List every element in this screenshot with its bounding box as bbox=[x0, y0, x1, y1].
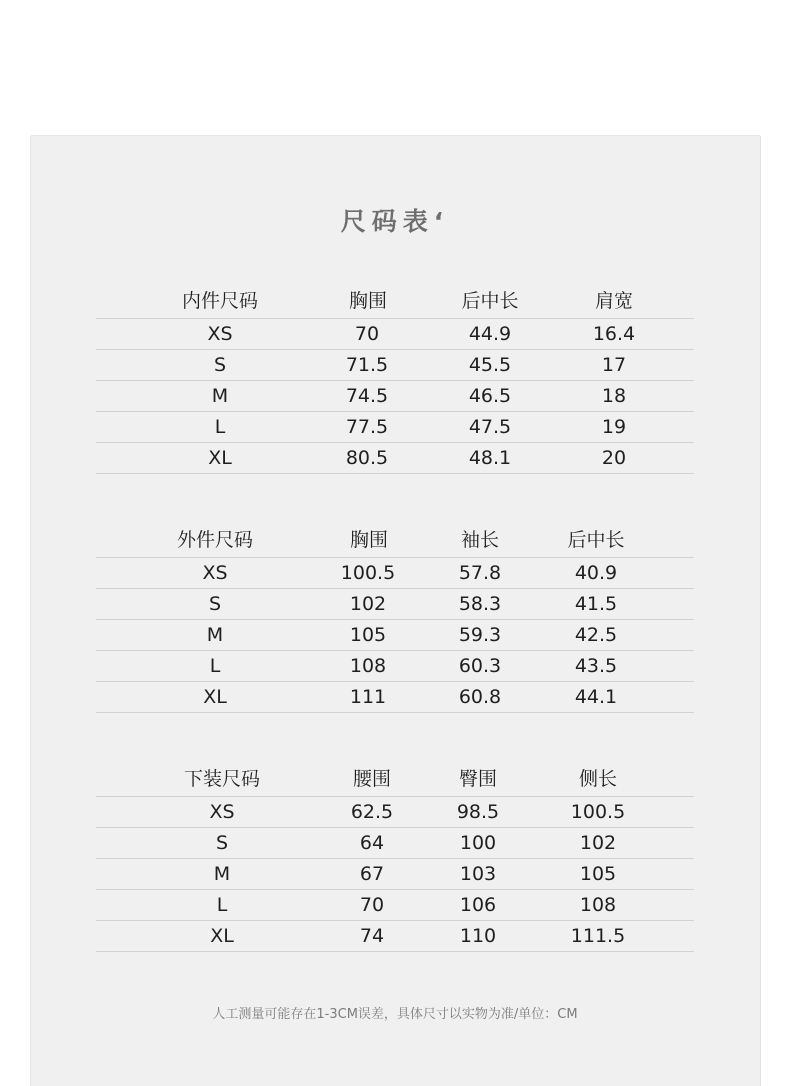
table-cell: 74.5 bbox=[345, 385, 389, 407]
header-cell: 外件尺码 bbox=[176, 529, 253, 551]
table-cell: 70 bbox=[354, 323, 380, 345]
header-cell: 胸围 bbox=[349, 529, 388, 551]
header-cell: 肩宽 bbox=[594, 290, 633, 312]
table-cell: 105 bbox=[349, 624, 387, 646]
table-cell: 77.5 bbox=[345, 416, 389, 438]
table-row bbox=[96, 620, 694, 651]
bottoms-size-table bbox=[96, 764, 694, 952]
table-cell: 64 bbox=[359, 832, 385, 854]
table-row bbox=[96, 319, 694, 350]
table-cell: 100.5 bbox=[570, 801, 626, 823]
table-cell: 108 bbox=[579, 894, 617, 916]
table-cell: L bbox=[216, 894, 228, 916]
inner-size-table bbox=[96, 286, 694, 474]
table-row bbox=[96, 350, 694, 381]
table-cell: XL bbox=[203, 686, 227, 708]
table-cell: 44.1 bbox=[574, 686, 618, 708]
table-row bbox=[96, 859, 694, 890]
outer-size-table bbox=[96, 525, 694, 713]
table-cell: 103 bbox=[459, 863, 497, 885]
table-cell: S bbox=[213, 354, 227, 376]
table-row bbox=[96, 682, 694, 713]
table-header-row bbox=[96, 525, 694, 558]
table-cell: 102 bbox=[579, 832, 617, 854]
table-cell: 110 bbox=[459, 925, 497, 947]
table-cell: 111 bbox=[349, 686, 387, 708]
table-cell: 16.4 bbox=[592, 323, 636, 345]
table-cell: 67 bbox=[359, 863, 385, 885]
table-cell: 108 bbox=[349, 655, 387, 677]
table-cell: 40.9 bbox=[574, 562, 618, 584]
table-row bbox=[96, 589, 694, 620]
table-cell: 59.3 bbox=[458, 624, 502, 646]
header-cell: 胸围 bbox=[348, 290, 387, 312]
header-cell: 内件尺码 bbox=[181, 290, 258, 312]
header-cell: 后中长 bbox=[461, 290, 519, 312]
header-cell: 袖长 bbox=[460, 529, 499, 551]
table-cell: 46.5 bbox=[468, 385, 512, 407]
table-cell: XS bbox=[207, 323, 233, 345]
table-cell: S bbox=[215, 832, 229, 854]
table-cell: 41.5 bbox=[574, 593, 618, 615]
table-cell: 18 bbox=[601, 385, 627, 407]
table-cell: 70 bbox=[359, 894, 385, 916]
table-cell: 80.5 bbox=[345, 447, 389, 469]
table-cell: 42.5 bbox=[574, 624, 618, 646]
table-row bbox=[96, 828, 694, 859]
table-cell: 71.5 bbox=[345, 354, 389, 376]
table-cell: M bbox=[211, 385, 229, 407]
table-cell: 60.3 bbox=[458, 655, 502, 677]
table-cell: M bbox=[206, 624, 224, 646]
table-cell: 19 bbox=[601, 416, 627, 438]
header-cell: 腰围 bbox=[352, 768, 391, 790]
table-cell: XS bbox=[209, 801, 235, 823]
table-row bbox=[96, 412, 694, 443]
table-cell: 58.3 bbox=[458, 593, 502, 615]
table-cell: 60.8 bbox=[458, 686, 502, 708]
table-cell: 57.8 bbox=[458, 562, 502, 584]
table-cell: 48.1 bbox=[468, 447, 512, 469]
table-cell: 111.5 bbox=[570, 925, 626, 947]
table-cell: 100 bbox=[459, 832, 497, 854]
table-cell: 102 bbox=[349, 593, 387, 615]
table-cell: 105 bbox=[579, 863, 617, 885]
table-cell: 44.9 bbox=[468, 323, 512, 345]
measurement-note: 人工测量可能存在1-3CM误差，具体尺寸以实物为准/单位：CM bbox=[212, 1007, 578, 1022]
table-header-row bbox=[96, 286, 694, 319]
table-cell: 62.5 bbox=[350, 801, 394, 823]
table-cell: 100.5 bbox=[340, 562, 396, 584]
table-row bbox=[96, 921, 694, 952]
table-cell: 98.5 bbox=[456, 801, 500, 823]
table-cell: XL bbox=[208, 447, 232, 469]
table-cell: S bbox=[208, 593, 222, 615]
header-cell: 下装尺码 bbox=[183, 768, 260, 790]
table-cell: 74 bbox=[359, 925, 385, 947]
table-header-row bbox=[96, 764, 694, 797]
table-row bbox=[96, 443, 694, 474]
table-cell: 47.5 bbox=[468, 416, 512, 438]
table-row bbox=[96, 651, 694, 682]
header-cell: 侧长 bbox=[578, 768, 617, 790]
table-cell: 17 bbox=[601, 354, 627, 376]
table-cell: XL bbox=[210, 925, 234, 947]
page-title: 尺码表‘ bbox=[340, 207, 450, 236]
table-cell: 43.5 bbox=[574, 655, 618, 677]
table-cell: L bbox=[214, 416, 226, 438]
table-row bbox=[96, 797, 694, 828]
table-row bbox=[96, 890, 694, 921]
table-cell: L bbox=[209, 655, 221, 677]
table-cell: M bbox=[213, 863, 231, 885]
header-cell: 臀围 bbox=[458, 768, 497, 790]
table-cell: 45.5 bbox=[468, 354, 512, 376]
table-cell: 106 bbox=[459, 894, 497, 916]
table-row bbox=[96, 558, 694, 589]
header-cell: 后中长 bbox=[567, 529, 625, 551]
table-cell: 20 bbox=[601, 447, 627, 469]
table-row bbox=[96, 381, 694, 412]
table-cell: XS bbox=[202, 562, 228, 584]
